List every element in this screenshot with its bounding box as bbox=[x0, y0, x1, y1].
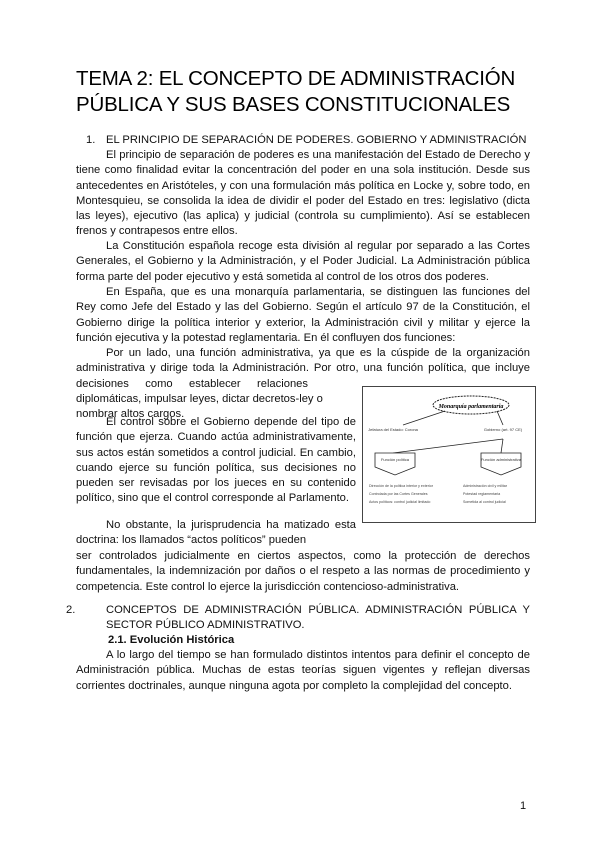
section-1-paragraph-6-start: No obstante, la jurisprudencia ha matizado esta doctrina: los llamados “actos políticos” pueden bbox=[76, 519, 356, 547]
section-1-paragraph-6-rest: ser controlados judicialmente en ciertos aspectos, como la protección de derechos fundamentales, la indemnización por daños o el respeto a las normas de procedimiento y competencia. Este control lo ejerce la jurisdicción contencioso-administrativa. bbox=[76, 550, 530, 593]
left-items bbox=[369, 484, 434, 504]
left-item: Actos políticos: control judicial limitado bbox=[369, 500, 431, 504]
section-2-title: CONCEPTOS DE ADMINISTRACIÓN PÚBLICA. ADMINISTRACIÓN PÚBLICA Y SECTOR PÚBLICO ADMINISTRATIVO. bbox=[106, 604, 530, 631]
edge-to-political bbox=[393, 439, 503, 453]
diagram-svg bbox=[363, 387, 535, 522]
left-item: Dirección de la política interior y exterior bbox=[369, 484, 433, 488]
paragraph-4-line: decisiones como establecer relaciones bbox=[76, 377, 308, 390]
section-2-heading bbox=[66, 603, 530, 633]
box-administrative-label: Función administrativa bbox=[480, 457, 522, 462]
root-label: Monarquía parlamentaria bbox=[438, 404, 504, 410]
edge-left bbox=[403, 411, 445, 425]
section-1-paragraph-2: La Constitución española recoge esta división al regular por separado a las Cortes Generales, el Gobierno y la Administración, y el Poder Judicial. La Administración pública forma parte del poder ejecutivo y está sometida al control de los otros dos poderes. bbox=[76, 240, 530, 283]
organization-diagram bbox=[362, 386, 536, 523]
section-1-number: 1. bbox=[86, 134, 96, 146]
box-political-label: Función política bbox=[380, 457, 410, 462]
document-title: TEMA 2: EL CONCEPTO DE ADMINISTRACIÓN PÚBLICA Y SUS BASES CONSTITUCIONALES bbox=[76, 67, 516, 116]
paragraph-4-line: diplomáticas, impulsar leyes, dictar decretos-ley o bbox=[76, 392, 323, 405]
right-item: Administración civil y militar bbox=[463, 484, 507, 488]
paragraph-4-line: administrativa y dirige toda la Administración. Por otro, una función política, que incluye bbox=[76, 362, 530, 375]
section-1-paragraph-5: El control sobre el Gobierno depende del tipo de función que ejerza. Cuando actúa administrativamente, sus actos están sometidos a control judicial. En cambio, cuando ejerce su función política, sus decisiones no pueden ser revisadas por los jueces en su contenido político, sino que el control corresponde al Parlamento. bbox=[76, 416, 356, 505]
right-item: Potestad reglamentaria bbox=[463, 492, 501, 496]
paragraph-4-line: nombrar altos cargos. bbox=[76, 408, 185, 421]
section-1-title: EL PRINCIPIO DE SEPARACIÓN DE PODERES. GOBIERNO Y ADMINISTRACIÓN bbox=[106, 134, 527, 146]
section-2-number: 2. bbox=[66, 604, 76, 616]
edge-right bbox=[497, 411, 503, 425]
left-node-label: Jefatura del Estado: Corona bbox=[368, 427, 418, 432]
paragraph-4-line: Por un lado, una función administrativa, ya que es la cúspide de la organización bbox=[106, 347, 530, 359]
right-node-label: Gobierno (art. 97 CE) bbox=[483, 427, 523, 432]
section-1-heading bbox=[86, 133, 530, 148]
edge-to-administrative bbox=[501, 439, 503, 453]
section-2-paragraph-1: A lo largo del tiempo se han formulado distintos intentos para definir el concepto de Administración pública. Muchas de estas teorías siguen vigentes y reflejan diversas corrientes doctrinales, aunque ninguna agota por completo la complejidad del concepto. bbox=[76, 649, 530, 692]
right-items bbox=[463, 484, 508, 504]
page-number: 1 bbox=[520, 800, 527, 812]
subsection-2-1-heading: 2.1. Evolución Histórica bbox=[108, 634, 235, 646]
section-1-paragraph-3: En España, que es una monarquía parlamentaria, se distinguen las funciones del Rey como Jefe del Estado y las del Gobierno. Según el artículo 97 de la Constitución, el Gobierno dirige la política interior y exterior, la Administración civil y militar y ejerce la función ejecutiva y la potestad reglamentaria. En él confluyen dos funciones: bbox=[76, 286, 530, 344]
left-item: Controlada por las Cortes Generales bbox=[369, 492, 428, 496]
right-item: Sometida al control judicial bbox=[463, 500, 506, 504]
section-1-paragraph-1: El principio de separación de poderes es una manifestación del Estado de Derecho y tiene como finalidad evitar la concentración del poder en una sola institución. Desde sus antecedentes en Aristóteles, y con una formulación más política en Locke y, sobre todo, en Montesquieu, se consolida la idea de dividir el poder del Estado en tres: legislativo (dicta las leyes), ejecutivo (las aplica) y judicial (controla su cumplimiento). Así se establecen frenos y contrapesos entre ellos. bbox=[76, 149, 530, 238]
